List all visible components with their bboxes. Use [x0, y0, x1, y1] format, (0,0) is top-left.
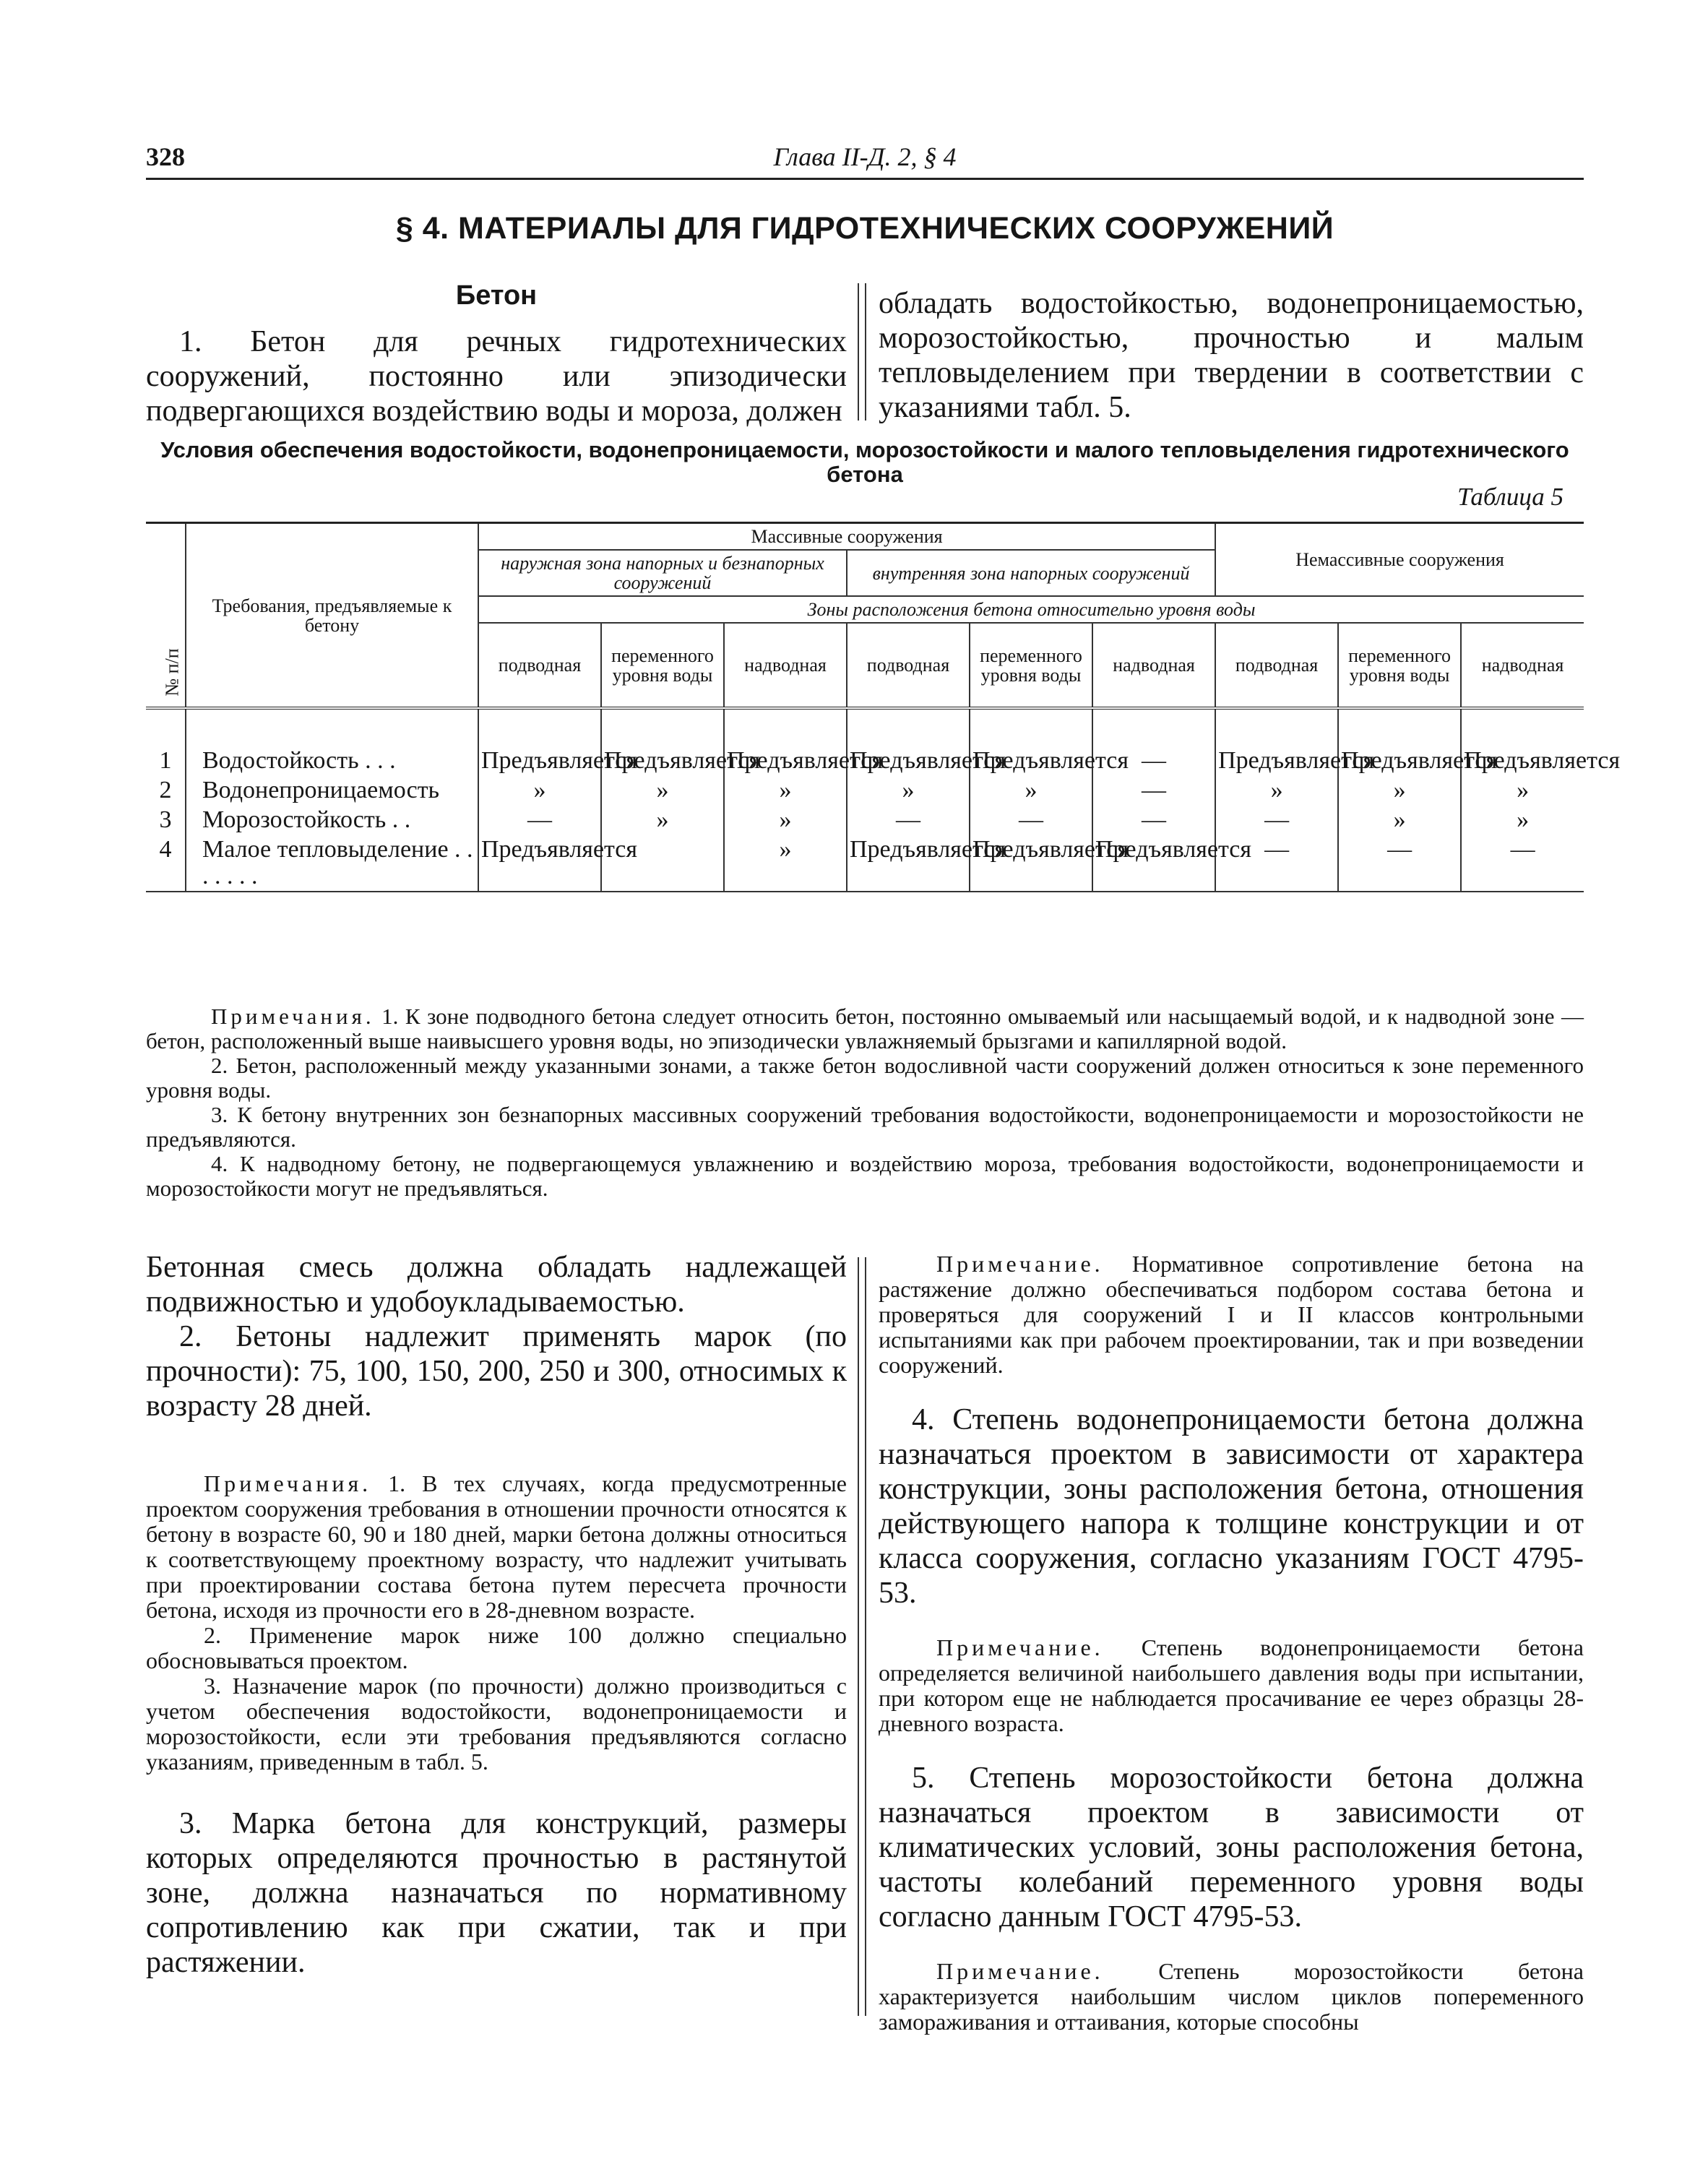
note-label: Примечание.	[936, 1634, 1104, 1660]
header-massive-structures: Массивные сооружения	[478, 523, 1215, 551]
paragraph-mix: Бетонная смесь должна обладать надлежащей подвижностью и удобоукладываемостью.	[146, 1251, 847, 1319]
header-zones: Зоны расположения бетона относительно уровня воды	[478, 596, 1584, 623]
table-cell: »	[1338, 805, 1461, 835]
table-cell: —	[847, 805, 970, 835]
note-3: 3. К бетону внутренних зон безнапорных массивных сооружений требования водостойкости, водонепроницаемости и морозостойкости не предъявляются.	[146, 1102, 1584, 1152]
table-cell: —	[970, 805, 1092, 835]
note-2: 2. Бетон, расположенный между указанными зонами, а также бетон водосливной части сооружений должен относиться к зоне переменного уровня воды.	[146, 1053, 1584, 1103]
header-number: № п/п	[146, 523, 186, 709]
table-cell: »	[1215, 775, 1338, 805]
table-cell: Предъявляется	[1461, 708, 1584, 775]
row-number: 2	[146, 775, 186, 805]
table-cell: Предъявляется	[847, 835, 970, 892]
header-inner-zone: внутренняя зона напорных сооружений	[847, 550, 1215, 596]
note-4: 4. К надводному бетону, не подвергающемуся увлажнению и воздействию мороза, требования водостойкости, водонепроницаемости и морозостойкости могут не предъявляться.	[146, 1151, 1584, 1201]
table-cell: Предъявляется	[970, 708, 1092, 775]
zone-above: надводная	[724, 623, 847, 708]
table-cell: »	[1461, 805, 1584, 835]
table-cell: —	[1092, 708, 1215, 775]
subheading-concrete: Бетон	[455, 280, 538, 311]
table-cell: »	[1338, 775, 1461, 805]
table-cell: Предъявляется	[1215, 708, 1338, 775]
chapter-reference: Глава II-Д. 2, § 4	[773, 142, 957, 171]
table-cell: »	[1461, 775, 1584, 805]
table-cell: »	[724, 805, 847, 835]
table-row	[146, 708, 1584, 775]
note-2: 2. Применение марок ниже 100 должно специально обосновываться проектом.	[146, 1622, 847, 1673]
zone-underwater: подводная	[478, 623, 601, 708]
note-a: Нормативное сопротивление бетона на растяжение должно обеспечиваться подбором состава бетона и проверяться для сооружений I и II классов контрольными испытаниями как при рабочем проектировании, так и при возведении сооружений.	[879, 1251, 1584, 1378]
notes-label: Примечания.	[204, 1470, 372, 1496]
table-cell: Предъявляется	[1338, 708, 1461, 775]
note-c: Степень морозостойкости бетона характеризуется наибольшим числом циклов попеременного замораживания и оттаивания, которые способны	[879, 1958, 1584, 2035]
table-label: Таблица 5	[1457, 483, 1563, 511]
table-cell: —	[1215, 805, 1338, 835]
table-cell: »	[724, 775, 847, 805]
paragraph-1-start: 1. Бетон для речных гидротехнических сооружений, постоянно или эпизодически подвергающихся воздействию воды и мороза, должен	[146, 325, 847, 428]
table-notes	[146, 1004, 1584, 1201]
row-number: 3	[146, 805, 186, 835]
zone-variable: переменного уровня воды	[601, 623, 724, 708]
table-caption: Условия обеспечения водостойкости, водонепроницаемости, морозостойкости и малого тепловыделения гидротехнического бетона	[160, 437, 1569, 487]
lower-right-column	[879, 1251, 1584, 2035]
note-1: 1. В тех случаях, когда предусмотренные проектом сооружения требования в отношении прочности относятся к бетону в возрасте 60, 90 и 180 дней, марки бетона должны относиться к соответствующему проектному возрасту, что надлежит учитывать при проектировании состава бетона путем пересчета прочности бетона, исходя из прочности его в 28-дневном возрасте.	[146, 1470, 847, 1623]
row-requirement: Морозостойкость . .	[186, 805, 478, 835]
table-cell: »	[601, 805, 724, 835]
table-cell: —	[1092, 805, 1215, 835]
note-1: 1. К зоне подводного бетона следует относить бетон, постоянно омываемый или насыщаемый водой, и к надводной зоне — бетон, расположенный выше наивысшего уровня воды, но эпизодически увлажняемый брызгами и капиллярной водой.	[146, 1004, 1584, 1053]
intro-left-column	[146, 278, 847, 428]
table-cell: »	[970, 775, 1092, 805]
row-requirement: Водонепроницаемость	[186, 775, 478, 805]
zone-underwater: подводная	[1215, 623, 1338, 708]
header-outer-zone: наружная зона напорных и безнапорных сооружений	[478, 550, 847, 596]
table-5	[146, 522, 1621, 892]
paragraph-4: 4. Степень водонепроницаемости бетона должна назначаться проектом в зависимости от характера конструкции, зоны расположения бетона, отношения действующего напора к толщине конструкции и от класса сооружения, согласно указаниям ГОСТ 4795-53.	[879, 1403, 1584, 1610]
table-cell: —	[1092, 775, 1215, 805]
zone-above: надводная	[1092, 623, 1215, 708]
column-divider	[858, 283, 866, 421]
running-header	[146, 142, 1584, 180]
table-cell: Предъявляется	[478, 708, 601, 775]
zone-variable: переменного уровня воды	[1338, 623, 1461, 708]
table-cell: —	[478, 805, 601, 835]
table-row	[146, 775, 1584, 805]
table-cell: —	[1215, 835, 1338, 892]
row-requirement: Малое тепловыделение . . . . . . .	[186, 835, 478, 892]
row-number: 4	[146, 835, 186, 892]
section-title: § 4. МАТЕРИАЛЫ ДЛЯ ГИДРОТЕХНИЧЕСКИХ СООРУЖЕНИЙ	[395, 211, 1334, 246]
table-cell: —	[1461, 835, 1584, 892]
page-number: 328	[146, 142, 185, 171]
table-row	[146, 805, 1584, 835]
zone-underwater: подводная	[847, 623, 970, 708]
table-cell: Предъявляется	[724, 708, 847, 775]
header-requirements: Требования, предъявляемые к бетону	[186, 523, 478, 709]
table-cell: Предъявляется	[601, 708, 724, 775]
paragraph-1-end: обладать водостойкостью, водонепроницаемостью, морозостойкостью, прочностью и малым тепловыделением при твердении в соответствии с указаниями табл. 5.	[879, 287, 1584, 424]
paragraph-3: 3. Марка бетона для конструкций, размеры которых определяются прочностью в растянутой зоне, должна назначаться по нормативному сопротивлению как при сжатии, так и при растяжении.	[146, 1807, 847, 1979]
note-label: Примечание.	[936, 1958, 1104, 1984]
table-cell: »	[478, 775, 601, 805]
row-requirement: Водостойкость . . .	[186, 708, 478, 775]
table-cell: Предъявляется	[847, 708, 970, 775]
table-cell: Предъявляется	[1092, 835, 1215, 892]
row-number: 1	[146, 708, 186, 775]
intro-right-column	[879, 286, 1584, 425]
table-cell: »	[847, 775, 970, 805]
note-label: Примечание.	[936, 1251, 1104, 1277]
note-3: 3. Назначение марок (по прочности) должно производиться с учетом обеспечения водостойкости, водонепроницаемости и морозостойкости, если эти требования предъявляются согласно указаниям, приведенным в табл. 5.	[146, 1673, 847, 1775]
table-row	[146, 835, 1584, 892]
paragraph-5: 5. Степень морозостойкости бетона должна назначаться проектом в зависимости от климатических условий, зоны расположения бетона, частоты колебаний переменного уровня воды согласно данным ГОСТ 4795-53.	[879, 1762, 1584, 1934]
lower-left-column	[146, 1250, 847, 1980]
table-cell: —	[1338, 835, 1461, 892]
paragraph-2: 2. Бетоны надлежит применять марок (по прочности): 75, 100, 150, 200, 250 и 300, относимых к возрасту 28 дней.	[146, 1320, 847, 1423]
zone-variable: переменного уровня воды	[970, 623, 1092, 708]
table-cell: »	[724, 835, 847, 892]
zone-above: надводная	[1461, 623, 1584, 708]
table-cell: Предъявляется	[970, 835, 1092, 892]
header-nonmassive-structures: Немассивные сооружения	[1215, 523, 1584, 597]
table-cell: »	[601, 775, 724, 805]
table-cell: Предъявляется	[478, 835, 601, 892]
column-divider	[858, 1257, 866, 2016]
note-b: Степень водонепроницаемости бетона определяется величиной наибольшего давления воды при испытании, при котором еще не наблюдается просачивание ее через образцы 28-дневного возраста.	[879, 1634, 1584, 1736]
notes-label: Примечания.	[211, 1004, 375, 1029]
